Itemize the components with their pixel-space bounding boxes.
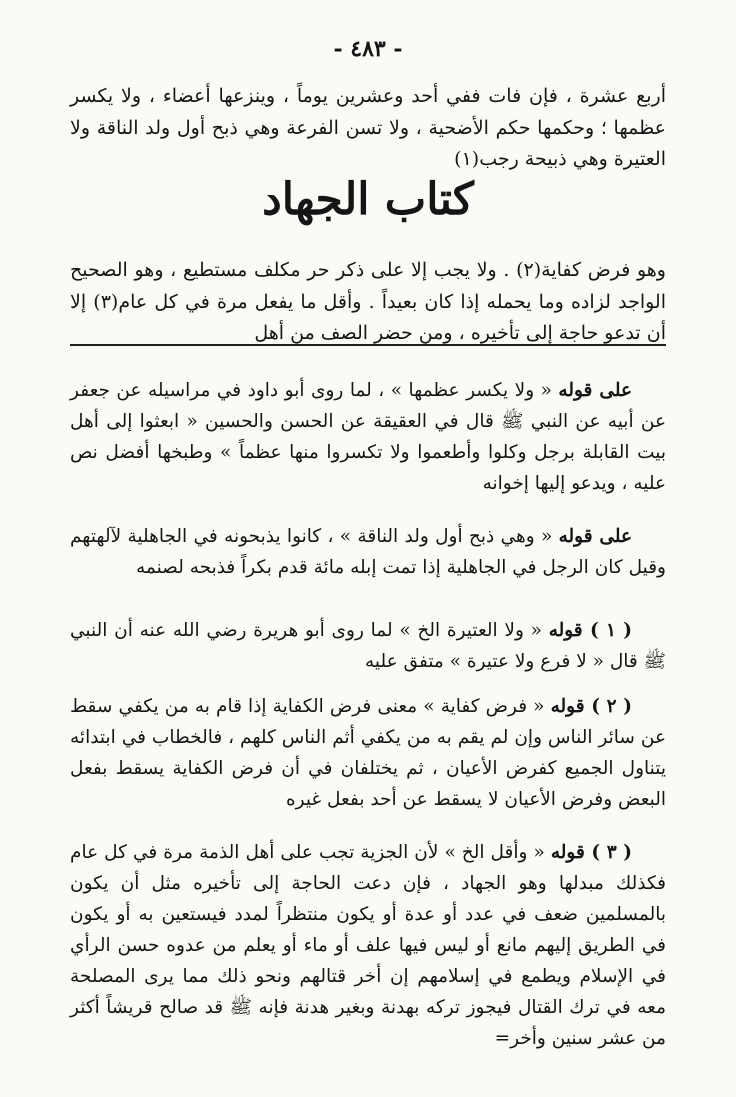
footnote-body: « وهي ذبح أول ولد الناقة » ، كانوا يذبحونه في الجاهلية لآلهتهم وقيل كان الرجل في الجاهلية إذا تمت إبله مائة قدم بكراً فذبحه لصنمه: [70, 525, 666, 578]
footnote-3: [70, 837, 666, 1054]
chapter-title: كتاب الجهاد: [262, 174, 474, 225]
footnote-divider: [70, 344, 666, 346]
main-text-opening: أربع عشرة ، فإن فات ففي أحد وعشرين يوماً ، وينزعها أعضاء ، ولا يكسر عظمها ؛ وحكمها حكم الأضحية ، ولا تسن الفرعة وهي ذبح أول ولد الناقة ولا العتيرة وهي ذبيحة رجب(١): [70, 85, 666, 170]
footnote-lead: ( ٣ ) قوله: [550, 841, 633, 863]
page-number: - ٤٨٣ -: [333, 36, 403, 62]
footnote-lead: على قوله: [558, 379, 633, 401]
footnote-lead: على قوله: [558, 525, 632, 547]
footnote-1: [70, 615, 666, 677]
footnote-2: [70, 691, 666, 815]
footnote-commentary-2: [70, 521, 666, 583]
footnote-body: « ولا العتيرة الخ » لما روى أبو هريرة رضي الله عنه أن النبي ﷺ قال « لا فرع ولا عتيرة » متفق عليه: [70, 619, 666, 672]
footnote-body: « ولا يكسر عظمها » ، لما روى أبو داود في مراسيله عن جعفر عن أبيه عن النبي ﷺ قال في العقيقة عن الحسن والحسين « ابعثوا إلى أهل بيت القابلة برجل وكلوا وأطعموا ولا تكسروا منها عظماً » وطبخها أفضل نص عليه ، ويدعو إليها إخوانه: [70, 379, 666, 494]
main-text-jihad: وهو فرض كفاية(٢) . ولا يجب إلا على ذكر حر مكلف مستطيع ، وهو الصحيح الواجد لزاده وما يحمله إذا كان بعيداً . وأقل ما يفعل مرة في كل عام(٣) إلا أن تدعو حاجة إلى تأخيره ، ومن حضر الصف من أهل: [70, 259, 666, 344]
footnote-lead: ( ٢ ) قوله: [550, 695, 632, 717]
footnote-lead: ( ١ ) قوله: [548, 619, 633, 641]
footnote-commentary-1: [70, 375, 666, 499]
footnote-body: « وأقل الخ » لأن الجزية تجب على أهل الذمة مرة في كل عام فكذلك مبدلها وهو الجهاد ، فإن دعت الحاجة إلى تأخيره مثل أن يكون بالمسلمين ضعف في عدد أو عدة أو يكون منتظراً لمدد فيستعين به أو يكون في الطريق إليهم مانع أو ليس فيها علف أو ماء أو يعلم من عدوه حسن الرأي في الإسلام ويطمع في إسلامهم إن أخر قتالهم ونحو ذلك مما يرى المصلحة معه في ترك القتال فيجوز تركه بهدنة وبغير هدنة فإنه ﷺ قد صالح قريشاً أكثر من عشر سنين وأخر=: [70, 841, 666, 1049]
footnote-body: « فرض كفاية » معنى فرض الكفاية إذا قام به من يكفي سقط عن سائر الناس وإن لم يقم به من يكفي أثم الناس كلهم ، فالخطاب في ابتدائه يتناول الجميع كفرض الأعيان ، ثم يختلفان في أن فرض الكفاية يسقط بفعل البعض وفرض الأعيان لا يسقط عن أحد بفعل غيره: [70, 695, 666, 810]
